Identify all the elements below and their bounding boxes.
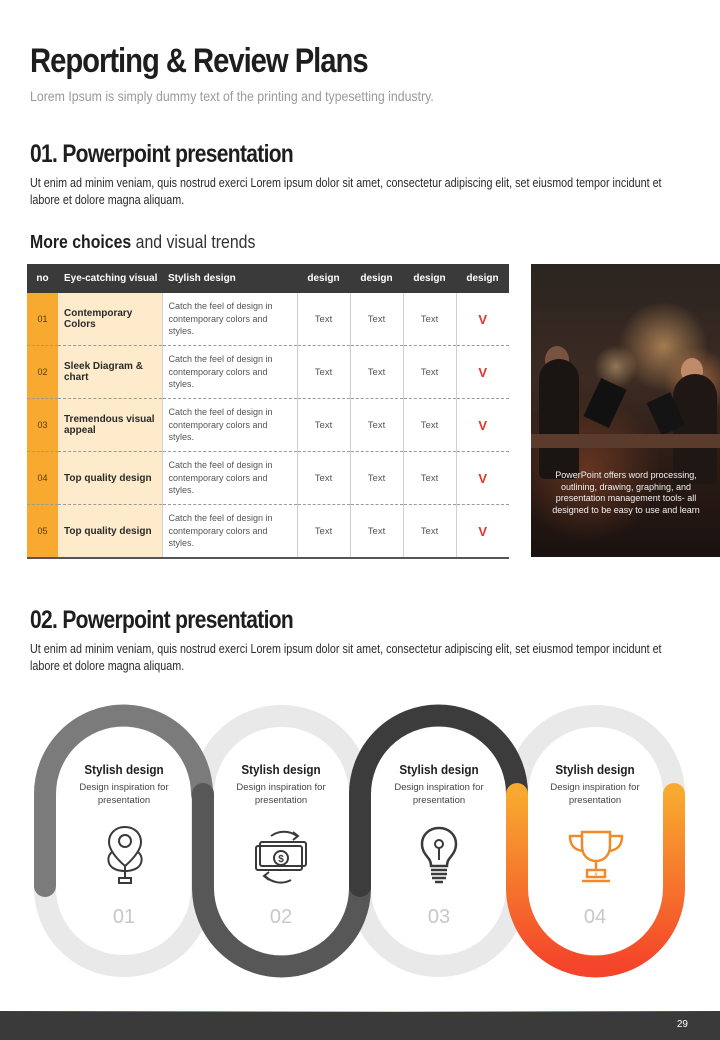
row-cell: Text [350, 399, 403, 452]
row-number: 04 [27, 452, 58, 505]
col-header-design: design [456, 264, 509, 293]
col-header-no: no [27, 264, 58, 293]
col-header-design: design [350, 264, 403, 293]
step-title: Stylish design [555, 762, 635, 777]
step-number: 02 [269, 906, 293, 928]
trophy-icon [566, 828, 626, 886]
row-title: Contemporary Colors [58, 293, 162, 346]
more-choices-bold: More choices [30, 232, 132, 252]
footer-accent-line [0, 1011, 720, 1012]
location-pin-icon [104, 824, 146, 886]
row-title: Top quality design [58, 452, 162, 505]
row-cell: Text [350, 452, 403, 505]
row-cell: Text [403, 452, 456, 505]
table-header-row [27, 264, 509, 293]
row-number: 05 [27, 505, 58, 559]
table-row [27, 346, 509, 399]
col-header-stylish: Stylish design [162, 264, 297, 293]
check-mark: V [456, 293, 509, 346]
check-mark: V [456, 399, 509, 452]
table-row [27, 399, 509, 452]
lightbulb-icon [420, 826, 458, 886]
page-number: 29 [676, 1019, 688, 1030]
row-title: Top quality design [58, 505, 162, 559]
row-cell: Text [403, 399, 456, 452]
row-title: Sleek Diagram & chart [58, 346, 162, 399]
row-cell: Text [403, 505, 456, 559]
photo-caption: PowerPoint offers word processing, outlining, drawing, graphing, and presentation management tools- all designed to be easy to use and learn [552, 470, 700, 515]
step-card-3 [374, 762, 504, 807]
step-number-4 [530, 906, 660, 929]
svg-text:$: $ [278, 854, 284, 865]
page-subtitle: Lorem Ipsum is simply dummy text of the printing and typesetting industry. [30, 88, 434, 104]
table-row [27, 293, 509, 346]
row-cell: Text [297, 293, 350, 346]
col-header-design: design [297, 264, 350, 293]
check-mark: V [456, 452, 509, 505]
section-2-heading: 02. Powerpoint presentation [30, 606, 294, 634]
step-number-3 [374, 906, 504, 929]
row-description: Catch the feel of design in contemporary colors and styles. [162, 399, 297, 452]
step-title: Stylish design [399, 762, 479, 777]
step-title: Stylish design [241, 762, 321, 777]
step-card-1 [59, 762, 189, 807]
step-description: Design inspiration for presentation [79, 782, 169, 806]
section-2-body: Ut enim ad minim veniam, quis nostrud exerci Lorem ipsum dolor sit amet, consectetur adipiscing elit, set eiusmod tempor incidunt et labore et dolore magna aliquam. [30, 642, 662, 673]
plans-table [27, 264, 509, 559]
page-title: Reporting & Review Plans [30, 42, 368, 80]
table-row [27, 505, 509, 559]
row-description: Catch the feel of design in contemporary colors and styles. [162, 293, 297, 346]
footer-bar [0, 1011, 720, 1040]
row-description: Catch the feel of design in contemporary colors and styles. [162, 452, 297, 505]
row-cell: Text [350, 293, 403, 346]
col-header-design: design [403, 264, 456, 293]
row-number: 02 [27, 346, 58, 399]
check-mark: V [456, 505, 509, 559]
step-description: Design inspiration for presentation [236, 782, 326, 806]
check-mark: V [456, 346, 509, 399]
money-exchange-icon [251, 828, 311, 886]
row-cell: Text [297, 505, 350, 559]
step-card-4 [530, 762, 660, 807]
col-header-visual: Eye-catching visual [58, 264, 162, 293]
restaurant-photo [531, 264, 720, 557]
step-description: Design inspiration for presentation [550, 782, 640, 806]
step-number-2 [216, 906, 346, 929]
step-card-2 [216, 762, 346, 807]
row-title: Tremendous visual appeal [58, 399, 162, 452]
row-cell: Text [297, 399, 350, 452]
row-number: 01 [27, 293, 58, 346]
photo-table [531, 434, 720, 448]
table-row [27, 452, 509, 505]
photo-figure [673, 374, 717, 484]
svg-text:#: # [594, 872, 598, 878]
section-1-heading: 01. Powerpoint presentation [30, 140, 294, 168]
more-choices-heading [30, 232, 255, 253]
step-title: Stylish design [84, 762, 164, 777]
row-number: 03 [27, 399, 58, 452]
row-cell: Text [350, 505, 403, 559]
section-1-body: Ut enim ad minim veniam, quis nostrud exerci Lorem ipsum dolor sit amet, consectetur adipiscing elit, set eiusmod tempor incidunt et labore et dolore magna aliquam. [30, 176, 662, 207]
step-number: 04 [583, 906, 607, 928]
photo-figure [539, 359, 579, 479]
more-choices-rest: and visual trends [135, 232, 256, 252]
row-description: Catch the feel of design in contemporary colors and styles. [162, 346, 297, 399]
step-description: Design inspiration for presentation [394, 782, 484, 806]
step-number: 03 [427, 906, 451, 928]
photo-menu [583, 378, 626, 428]
step-number: 01 [112, 906, 136, 928]
row-cell: Text [403, 293, 456, 346]
row-cell: Text [403, 346, 456, 399]
step-number-1 [59, 906, 189, 929]
row-cell: Text [350, 346, 403, 399]
row-description: Catch the feel of design in contemporary colors and styles. [162, 505, 297, 559]
row-cell: Text [297, 346, 350, 399]
row-cell: Text [297, 452, 350, 505]
